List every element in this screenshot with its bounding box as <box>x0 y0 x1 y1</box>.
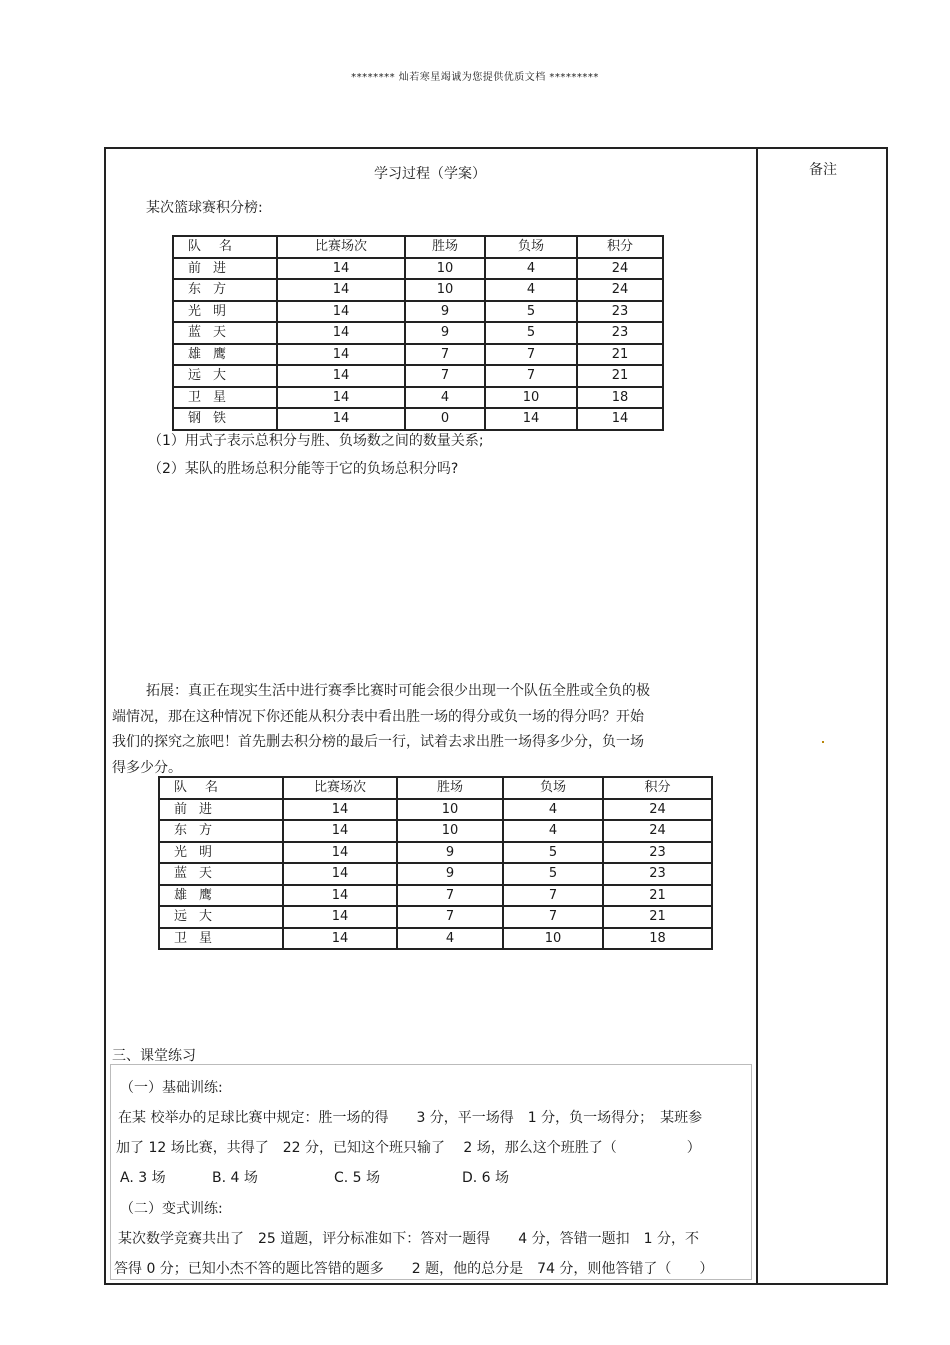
wins-cell: 9 <box>405 322 485 344</box>
table-row <box>173 408 663 430</box>
games-cell: 14 <box>283 799 397 821</box>
table-row <box>159 906 712 928</box>
standings-table-trimmed <box>158 776 713 950</box>
losses-cell: 5 <box>503 842 603 864</box>
header-wins: 胜场 <box>405 236 485 258</box>
points-cell: 24 <box>577 258 663 280</box>
column-divider <box>756 147 758 1285</box>
games-cell: 14 <box>277 322 405 344</box>
team-name: 东方 <box>173 279 277 301</box>
option-d: D. 6 场 <box>462 1170 510 1186</box>
team-name: 钢铁 <box>173 408 277 430</box>
team-name: 前进 <box>159 799 283 821</box>
wins-cell: 7 <box>405 365 485 387</box>
team-name: 蓝天 <box>173 322 277 344</box>
table-row <box>173 258 663 280</box>
wins-cell: 9 <box>397 863 503 885</box>
header-losses: 负场 <box>485 236 577 258</box>
losses-cell: 4 <box>485 258 577 280</box>
table-row <box>159 842 712 864</box>
intro-text: 某次篮球赛积分榜: <box>146 200 263 216</box>
points-cell: 21 <box>603 906 712 928</box>
header-games: 比赛场次 <box>277 236 405 258</box>
games-cell: 14 <box>277 279 405 301</box>
wins-cell: 0 <box>405 408 485 430</box>
table-row <box>173 344 663 366</box>
header-team: 队名 <box>173 236 277 258</box>
team-name: 前进 <box>173 258 277 280</box>
header-team: 队名 <box>159 777 283 799</box>
wins-cell: 10 <box>405 258 485 280</box>
standings-table <box>172 235 664 431</box>
variant-question-line-2: 答得 0 分；已知小杰不答的题比答错的题多 2 题，他的总分是 74 分，则他答错了（ ） <box>114 1261 714 1277</box>
losses-cell: 7 <box>503 885 603 907</box>
team-name: 远大 <box>173 365 277 387</box>
games-cell: 14 <box>283 906 397 928</box>
basic-question-line-1: 在某 校举办的足球比赛中规定：胜一场的得 3 分，平一场得 1 分，负一场得分； 某班参 <box>118 1110 703 1126</box>
wins-cell: 10 <box>397 820 503 842</box>
stray-mark <box>822 741 824 743</box>
header-points: 积分 <box>603 777 712 799</box>
games-cell: 14 <box>277 301 405 323</box>
losses-cell: 10 <box>503 928 603 950</box>
points-cell: 21 <box>577 365 663 387</box>
variant-training-label: （二）变式训练: <box>120 1201 223 1217</box>
option-a: A. 3 场 <box>120 1170 166 1186</box>
team-name: 雄鹰 <box>159 885 283 907</box>
table-row <box>173 387 663 409</box>
points-cell: 21 <box>603 885 712 907</box>
points-cell: 24 <box>577 279 663 301</box>
team-name: 光明 <box>159 842 283 864</box>
losses-cell: 5 <box>485 301 577 323</box>
team-name: 卫星 <box>173 387 277 409</box>
points-cell: 23 <box>603 842 712 864</box>
section-title: 学习过程（学案） <box>374 166 486 182</box>
points-cell: 23 <box>577 301 663 323</box>
document-banner: ******** 灿若寒星竭诚为您提供优质文档 ********* <box>351 72 599 83</box>
practice-heading: 三、课堂练习 <box>112 1048 196 1064</box>
points-cell: 21 <box>577 344 663 366</box>
losses-cell: 5 <box>503 863 603 885</box>
table-row <box>173 301 663 323</box>
variant-question-line-1: 某次数学竞赛共出了 25 道题，评分标准如下：答对一题得 4 分，答错一题扣 1 分，不 <box>118 1231 699 1247</box>
games-cell: 14 <box>283 820 397 842</box>
points-cell: 18 <box>577 387 663 409</box>
option-b: B. 4 场 <box>212 1170 258 1186</box>
question-1: （1）用式子表示总积分与胜、负场数之间的数量关系; <box>148 433 484 449</box>
basic-question-line-2: 加了 12 场比赛，共得了 22 分，已知这个班只输了 2 场，那么这个班胜了（ ） <box>116 1140 701 1156</box>
points-cell: 24 <box>603 799 712 821</box>
points-cell: 23 <box>603 863 712 885</box>
points-cell: 23 <box>577 322 663 344</box>
games-cell: 14 <box>277 258 405 280</box>
wins-cell: 7 <box>405 344 485 366</box>
wins-cell: 10 <box>405 279 485 301</box>
wins-cell: 4 <box>405 387 485 409</box>
losses-cell: 7 <box>485 365 577 387</box>
table-row <box>159 928 712 950</box>
games-cell: 14 <box>277 365 405 387</box>
team-name: 蓝天 <box>159 863 283 885</box>
table-header-row <box>173 236 663 258</box>
wins-cell: 7 <box>397 906 503 928</box>
losses-cell: 4 <box>485 279 577 301</box>
question-2: （2）某队的胜场总积分能等于它的负场总积分吗? <box>148 461 459 477</box>
table-row <box>173 279 663 301</box>
extension-line-2: 端情况，那在这种情况下你还能从积分表中看出胜一场的得分或负一场的得分吗？开始 <box>112 709 644 725</box>
wins-cell: 7 <box>397 885 503 907</box>
points-cell: 18 <box>603 928 712 950</box>
losses-cell: 7 <box>485 344 577 366</box>
points-cell: 14 <box>577 408 663 430</box>
games-cell: 14 <box>283 842 397 864</box>
team-name: 雄鹰 <box>173 344 277 366</box>
table-row <box>159 799 712 821</box>
notes-column-label: 备注 <box>809 162 837 178</box>
option-c: C. 5 场 <box>334 1170 381 1186</box>
losses-cell: 7 <box>503 906 603 928</box>
points-cell: 24 <box>603 820 712 842</box>
games-cell: 14 <box>283 885 397 907</box>
extension-line-1: 拓展：真正在现实生活中进行赛季比赛时可能会很少出现一个队伍全胜或全负的极 <box>146 683 650 699</box>
team-name: 远大 <box>159 906 283 928</box>
team-name: 光明 <box>173 301 277 323</box>
games-cell: 14 <box>283 863 397 885</box>
header-losses: 负场 <box>503 777 603 799</box>
team-name: 卫星 <box>159 928 283 950</box>
wins-cell: 4 <box>397 928 503 950</box>
header-points: 积分 <box>577 236 663 258</box>
games-cell: 14 <box>277 344 405 366</box>
table-row <box>173 322 663 344</box>
table-row <box>159 820 712 842</box>
losses-cell: 5 <box>485 322 577 344</box>
games-cell: 14 <box>283 928 397 950</box>
basic-training-label: （一）基础训练: <box>120 1080 223 1096</box>
games-cell: 14 <box>277 408 405 430</box>
losses-cell: 4 <box>503 799 603 821</box>
wins-cell: 10 <box>397 799 503 821</box>
header-games: 比赛场次 <box>283 777 397 799</box>
games-cell: 14 <box>277 387 405 409</box>
table-row <box>173 365 663 387</box>
table-row <box>159 885 712 907</box>
table-header-row <box>159 777 712 799</box>
wins-cell: 9 <box>405 301 485 323</box>
header-wins: 胜场 <box>397 777 503 799</box>
wins-cell: 9 <box>397 842 503 864</box>
losses-cell: 10 <box>485 387 577 409</box>
losses-cell: 14 <box>485 408 577 430</box>
team-name: 东方 <box>159 820 283 842</box>
extension-line-4: 得多少分。 <box>112 760 182 776</box>
extension-line-3: 我们的探究之旅吧！首先删去积分榜的最后一行，试着去求出胜一场得多少分，负一场 <box>112 734 644 750</box>
table-row <box>159 863 712 885</box>
losses-cell: 4 <box>503 820 603 842</box>
